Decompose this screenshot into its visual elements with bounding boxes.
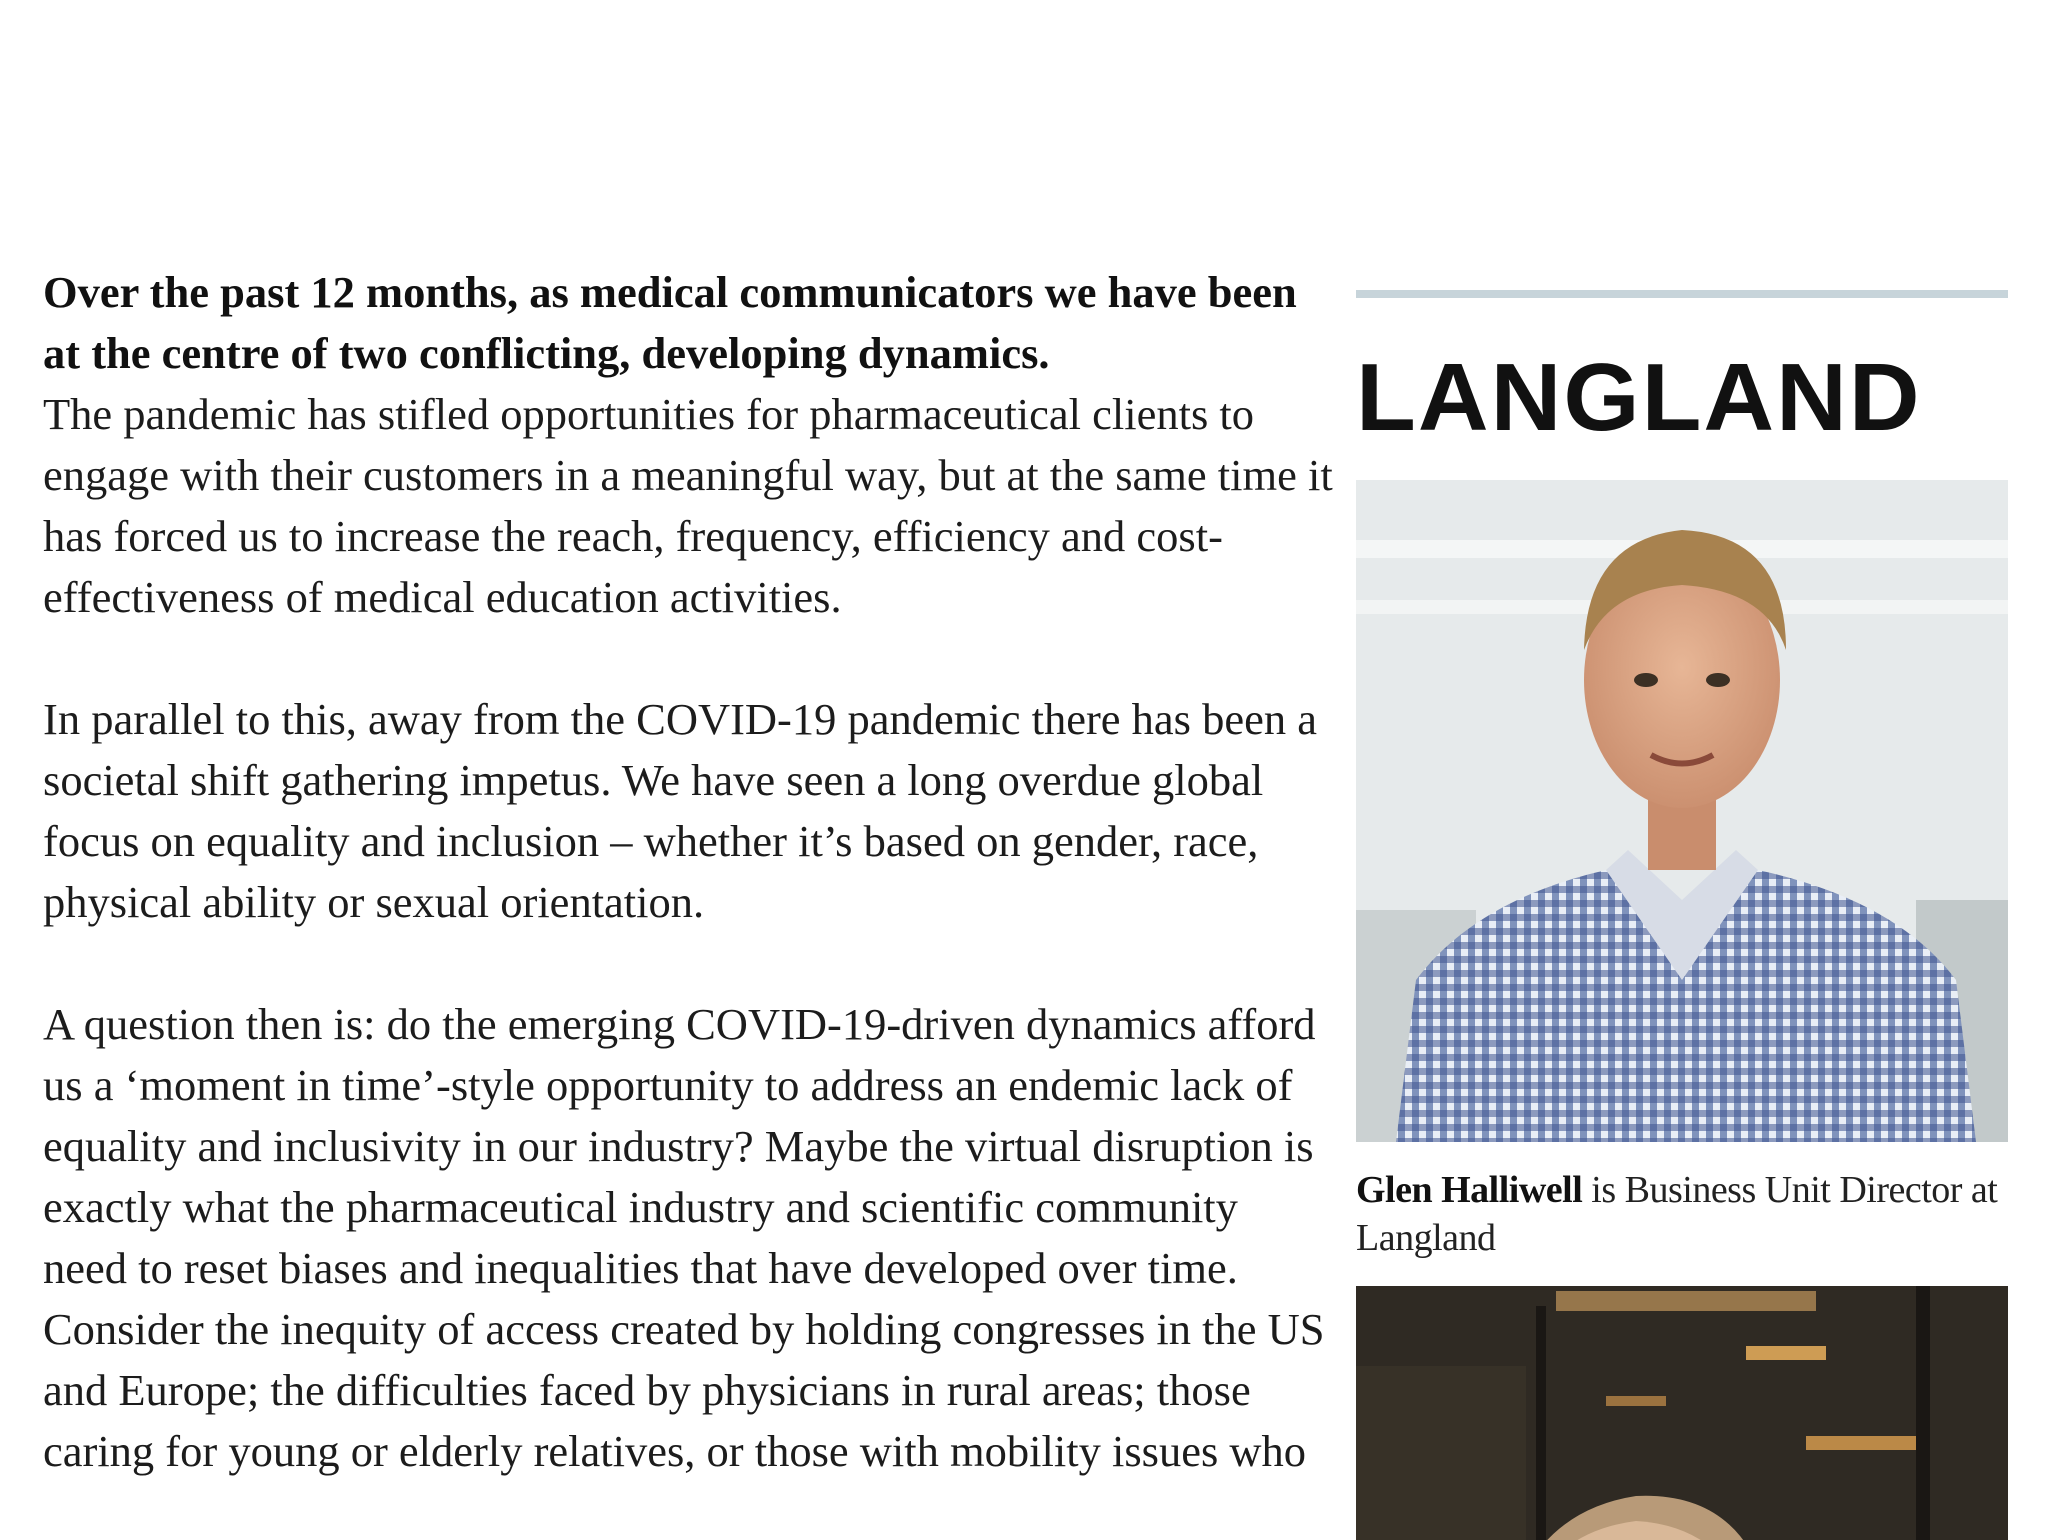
- article-lead: Over the past 12 months, as medical communicators we have been at the centre of two conflicting, developing dynamics.: [43, 267, 1297, 378]
- article-paragraph-3: A question then is: do the emerging COVID-19-driven dynamics afford us a ‘moment in time’-style opportunity to address an endemic lack of equality and inclusivity in our industry? Maybe the virtual disruption is exactly what the pharmaceutical industry and scientific community need to reset biases and inequalities that have developed over time. Consider the inequity of access created by holding congresses in the US and Europe; the difficulties faced by physicians in rural areas; those caring for young or elderly relatives, or those with mobility issues who: [43, 999, 1325, 1476]
- article-paragraph-1-text: The pandemic has stifled opportunities for pharmaceutical clients to engage with their customers in a meaningful way, but at the same time it has forced us to increase the reach, frequency, efficiency and cost-effectiveness of medical education activities.: [43, 389, 1333, 622]
- author-caption: [1356, 1166, 2008, 1262]
- sidebar-divider: [1356, 290, 2008, 298]
- author-name: Glen Halliwell: [1356, 1169, 1583, 1211]
- article-paragraph-1: [43, 262, 1333, 628]
- second-author-photo: [1356, 1286, 2008, 1540]
- author-photo-glen-halliwell: [1356, 480, 2008, 1142]
- author-role: is Business Unit Director at Langland: [1356, 1169, 1998, 1259]
- author-sidebar: [1356, 290, 2008, 1540]
- langland-logo: LANGLAND: [1356, 344, 1922, 451]
- article-paragraph-2: In parallel to this, away from the COVID-19 pandemic there has been a societal shift gathering impetus. We have seen a long overdue global focus on equality and inclusion – whether it’s based on gender, race, physical ability or sexual orientation.: [43, 694, 1317, 927]
- article-body: [43, 262, 1333, 1540]
